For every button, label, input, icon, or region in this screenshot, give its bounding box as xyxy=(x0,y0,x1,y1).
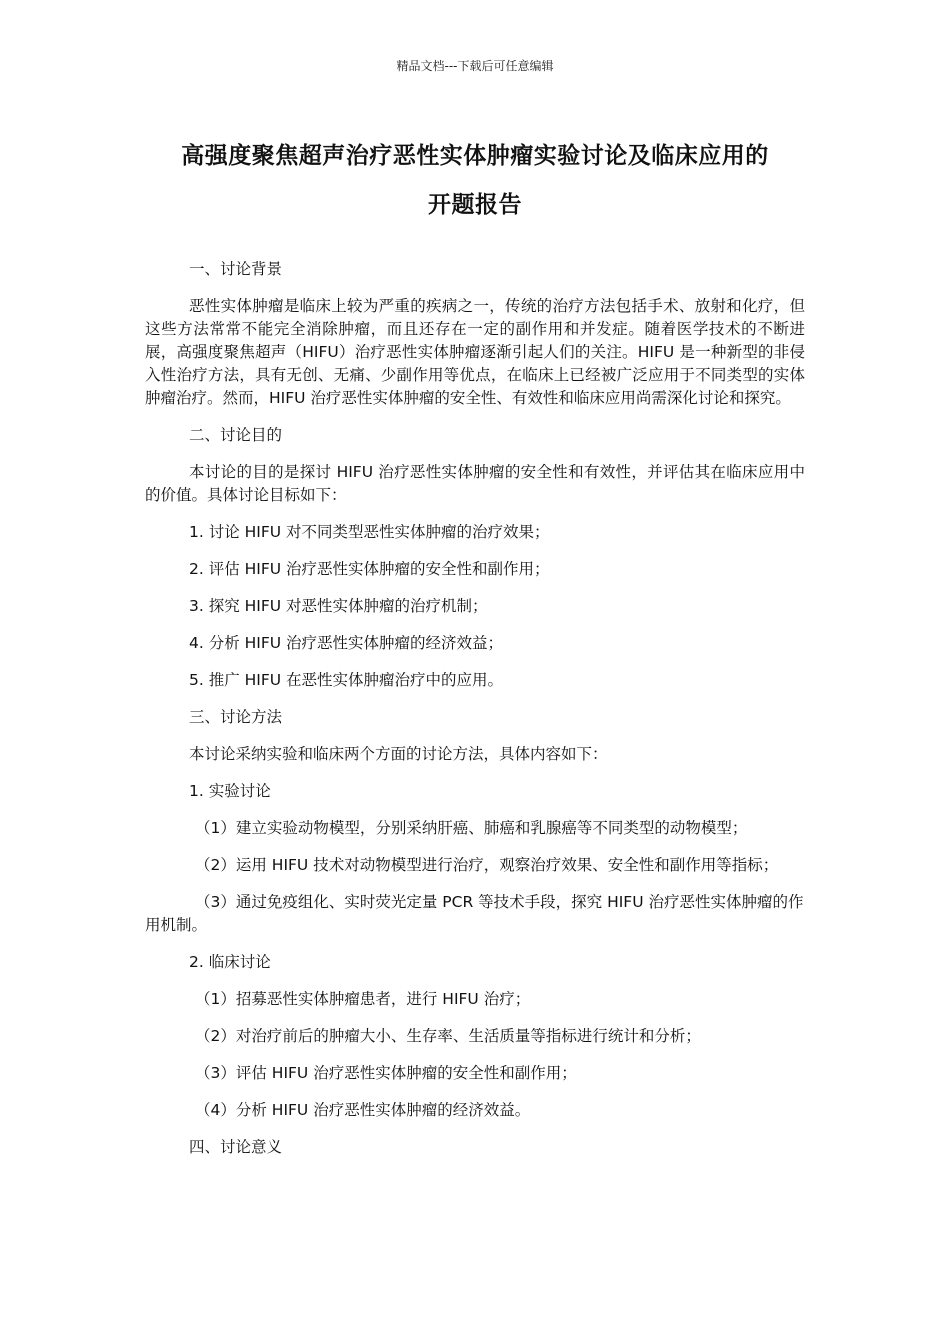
list-item: （2）对治疗前后的肿瘤大小、生存率、生活质量等指标进行统计和分析； xyxy=(195,1027,701,1045)
section-heading: 二、讨论目的 xyxy=(189,426,283,444)
list-item: （4）分析 HIFU 治疗恶性实体肿瘤的经济效益。 xyxy=(195,1101,531,1119)
list-item: 5. 推广 HIFU 在恶性实体肿瘤治疗中的应用。 xyxy=(189,671,504,689)
list-item: （1）招募恶性实体肿瘤患者，进行 HIFU 治疗； xyxy=(195,990,531,1008)
subsection-heading: 1. 实验讨论 xyxy=(189,782,271,800)
document-title xyxy=(145,132,805,230)
paragraph: 本讨论采纳实验和临床两个方面的讨论方法，具体内容如下： xyxy=(189,745,608,763)
title-line-2: 开题报告 xyxy=(428,192,522,218)
list-item: （3）评估 HIFU 治疗恶性实体肿瘤的安全性和副作用； xyxy=(195,1064,577,1082)
title-line-1: 高强度聚焦超声治疗恶性实体肿瘤实验讨论及临床应用的 xyxy=(181,143,769,169)
paragraph: 恶性实体肿瘤是临床上较为严重的疾病之一，传统的治疗方法包括手术、放射和化疗，但这些方法常常不能完全消除肿瘤，而且还存在一定的副作用和并发症。随着医学技术的不断进展，高强度聚焦超声（HIFU）治疗恶性实体肿瘤逐渐引起人们的关注。HIFU 是一种新型的非侵入性治疗方法，具有无创、无痛、少副作用等优点，在临床上已经被广泛应用于不同类型的实体肿瘤治疗。然而，HIFU 治疗恶性实体肿瘤的安全性、有效性和临床应用尚需深化讨论和探究。 xyxy=(145,297,805,407)
list-item: 4. 分析 HIFU 治疗恶性实体肿瘤的经济效益； xyxy=(189,634,504,652)
subsection-heading: 2. 临床讨论 xyxy=(189,953,271,971)
section-heading: 四、讨论意义 xyxy=(189,1138,283,1156)
list-item: 3. 探究 HIFU 对恶性实体肿瘤的治疗机制； xyxy=(189,597,488,615)
list-item: 2. 评估 HIFU 治疗恶性实体肿瘤的安全性和副作用； xyxy=(189,560,550,578)
section-heading: 一、讨论背景 xyxy=(189,260,283,278)
list-item: （3）通过免疫组化、实时荧光定量 PCR 等技术手段，探究 HIFU 治疗恶性实体肿瘤的作用机制。 xyxy=(145,893,804,934)
document-body xyxy=(145,258,805,1173)
list-item: （2）运用 HIFU 技术对动物模型进行治疗，观察治疗效果、安全性和副作用等指标； xyxy=(195,856,779,874)
section-heading: 三、讨论方法 xyxy=(189,708,283,726)
page-header: 精品文档---下载后可任意编辑 xyxy=(396,59,554,73)
list-item: （1）建立实验动物模型，分别采纳肝癌、肺癌和乳腺癌等不同类型的动物模型； xyxy=(195,819,748,837)
list-item: 1. 讨论 HIFU 对不同类型恶性实体肿瘤的治疗效果； xyxy=(189,523,550,541)
paragraph: 本讨论的目的是探讨 HIFU 治疗恶性实体肿瘤的安全性和有效性，并评估其在临床应用中的价值。具体讨论目标如下： xyxy=(145,463,805,504)
